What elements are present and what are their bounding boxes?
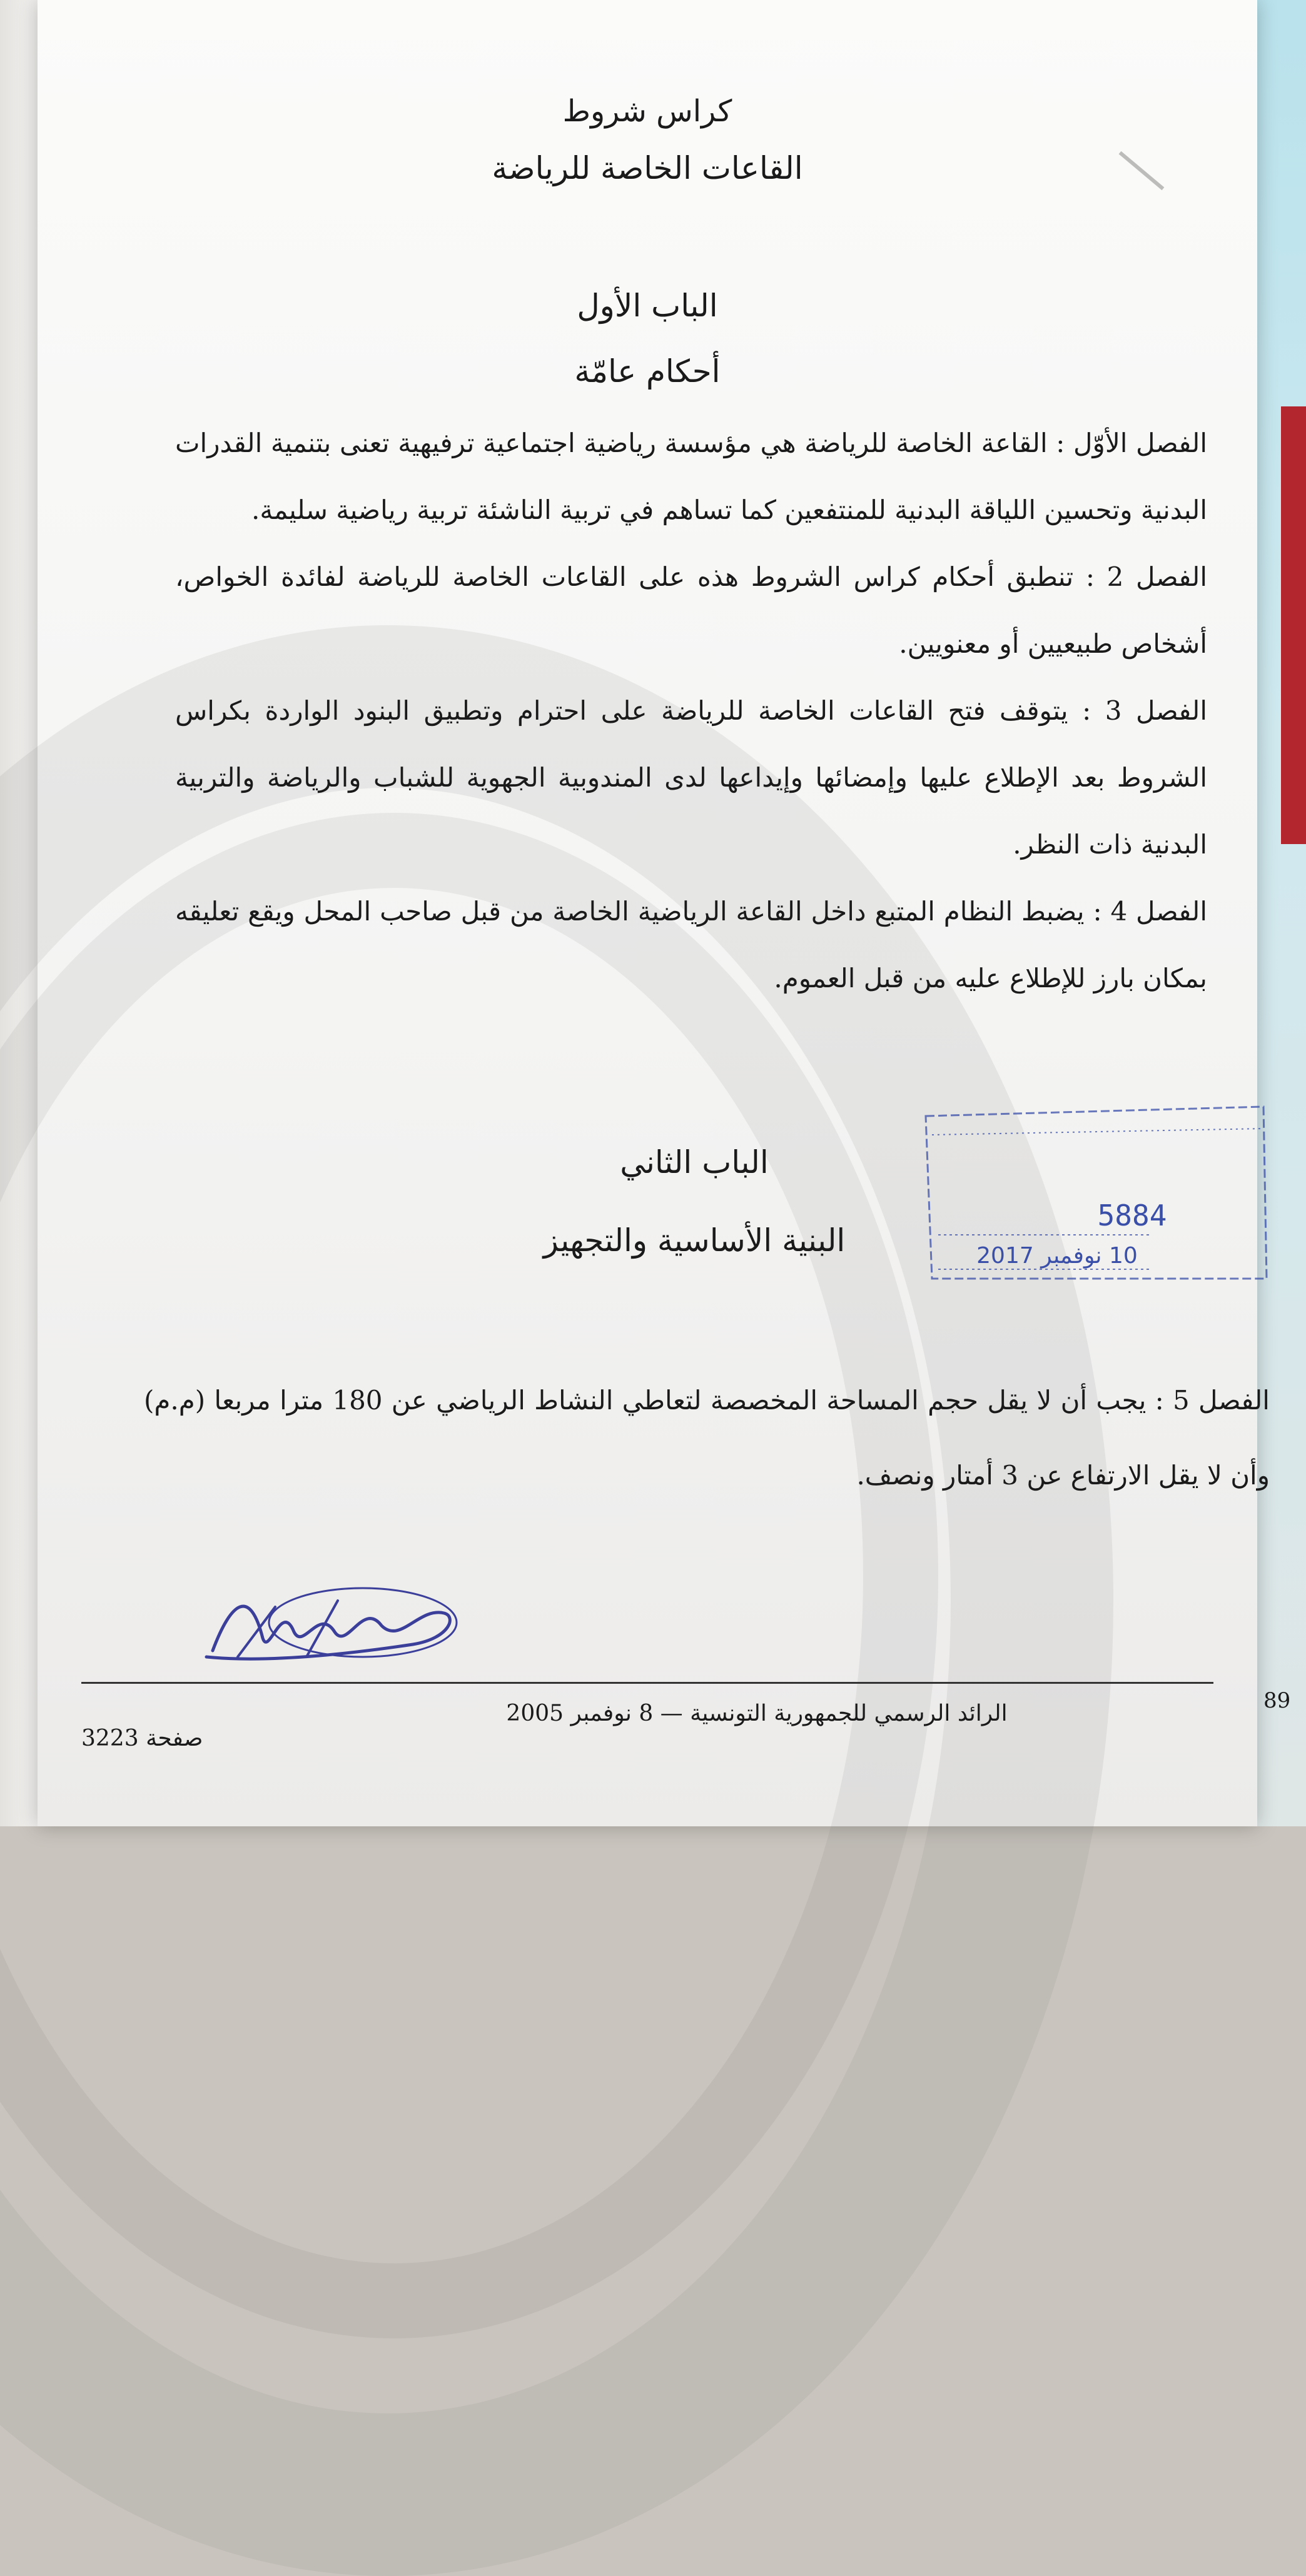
document-page xyxy=(38,0,1291,1826)
article-1: الفصل الأوّل : القاعة الخاصة للرياضة هي مؤسسة رياضية اجتماعية ترفيهية تعنى بتنمية القدرات البدنية وتحسين اللياقة البدنية للمنتفعين كما تساهم في تربية الناشئة تربية رياضية سليمة. xyxy=(175,428,1207,525)
article-2: الفصل 2 : تنطبق أحكام كراس الشروط هذه على القاعات الخاصة للرياضة لفائدة الخواص، أشخاص طبيعيين أو معنويين. xyxy=(175,561,1207,659)
part1-title: الباب الأول xyxy=(577,288,718,324)
document-title: كراس شروط xyxy=(562,94,732,129)
handwritten-page-number: 89 xyxy=(1263,1688,1291,1713)
part1-subtitle: أحكام عامّة xyxy=(574,353,721,390)
article-3: الفصل 3 : يتوقف فتح القاعات الخاصة للرياضة على احترام وتطبيق البنود الواردة بكراس الشروط بعد الإطلاع عليها وإمضائها وإيداعها لدى المندوبية الجهوية للشباب والرياضة والتربية البدنية ذات النظر. xyxy=(175,695,1207,860)
footer-rule xyxy=(81,1682,1213,1684)
document-subtitle: القاعات الخاصة للرياضة xyxy=(492,150,803,186)
part2-articles xyxy=(144,1363,1270,1513)
part2-title: الباب الثاني xyxy=(620,1144,769,1180)
stamp-date: 10 نوفمبر 2017 xyxy=(976,1243,1138,1269)
part2-subtitle: البنية الأساسية والتجهيز xyxy=(543,1222,846,1259)
scan-background-left xyxy=(0,0,38,1826)
stamp-number: 5884 xyxy=(1097,1199,1167,1232)
article-4: الفصل 4 : يضبط النظام المتبع داخل القاعة الرياضية الخاصة من قبل صاحب المحل ويقع تعليقه بمكان بارز للإطلاع عليه من قبل العموم. xyxy=(175,896,1207,994)
footer-journal: الرائد الرسمي للجمهورية التونسية — 8 نوفمبر 2005 xyxy=(506,1701,1008,1726)
handwritten-signature xyxy=(194,1563,463,1676)
underlying-red-tab xyxy=(1281,406,1306,844)
part1-articles xyxy=(175,410,1207,1012)
footer-page-number: صفحة 3223 xyxy=(81,1726,203,1751)
registration-stamp xyxy=(913,1091,1270,1285)
article-5: الفصل 5 : يجب أن لا يقل حجم المساحة المخصصة لتعاطي النشاط الرياضي عن 180 مترا مربعا (م.م) وأن لا يقل الارتفاع عن 3 أمتار ونصف. xyxy=(144,1385,1270,1491)
document-content xyxy=(38,0,1270,1826)
